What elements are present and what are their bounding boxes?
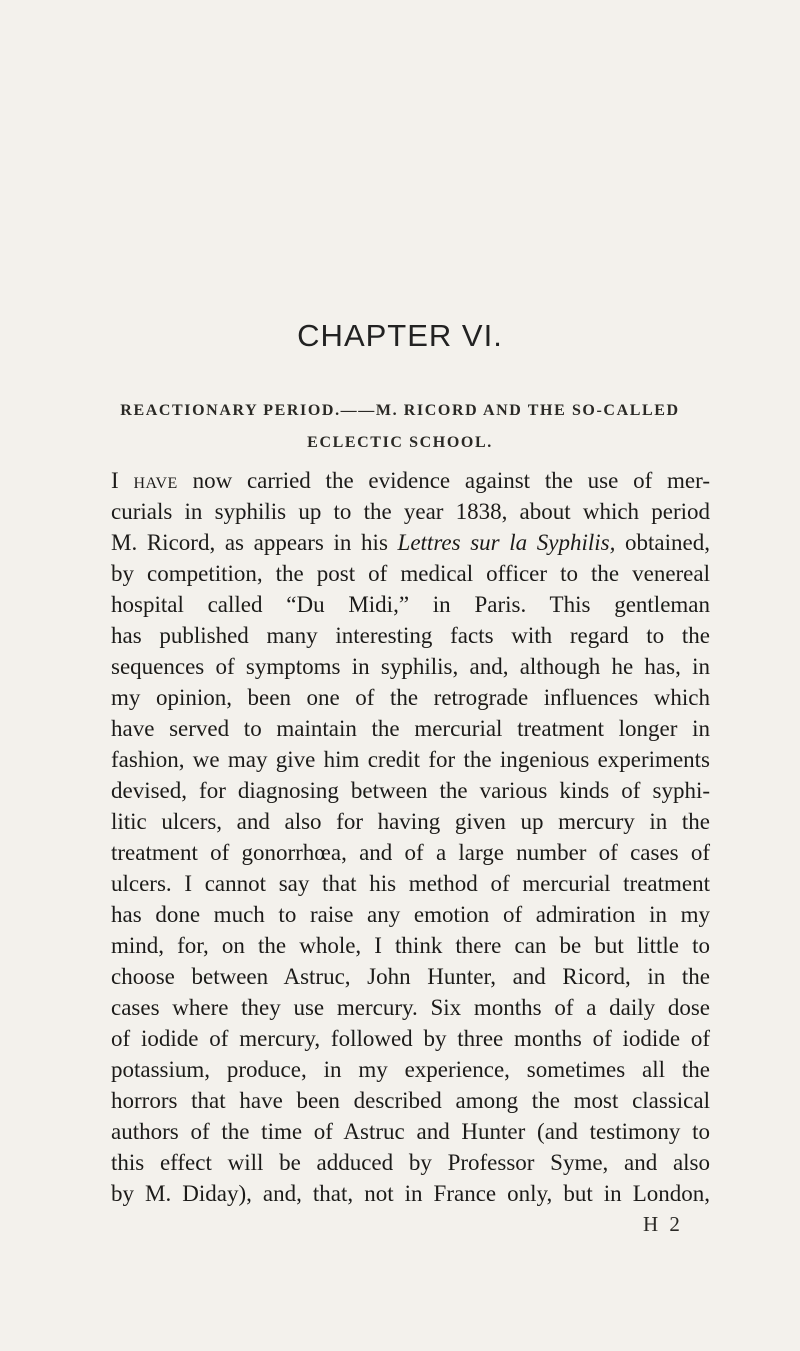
body-line: [111, 466, 710, 496]
chapter-subtitle-line-2: ECLECTIC SCHOOL.: [307, 434, 493, 451]
book-title-italic: Lettres sur la Syphilis,: [397, 530, 616, 555]
body-line: by competition, the post of medical officer to the venereal: [111, 561, 710, 586]
line-text: obtained,: [615, 530, 710, 555]
body-line: potassium, produce, in my experience, sometimes all the: [111, 1057, 710, 1082]
body-line: has done much to raise any emotion of admiration in my: [111, 902, 710, 927]
body-line: ulcers. I cannot say that his method of mercurial treatment: [111, 871, 710, 896]
body-line: treatment of gonorrhœa, and of a large number of cases of: [111, 840, 710, 865]
chapter-title: CHAPTER VI.: [297, 318, 503, 353]
body-line: horrors that have been described among the most classical: [111, 1088, 710, 1113]
body-line: choose between Astruc, John Hunter, and Ricord, in the: [111, 964, 710, 989]
body-line: have served to maintain the mercurial treatment longer in: [111, 716, 710, 741]
line-text: now carried the evidence against the use of mer-: [177, 468, 710, 493]
small-caps-word: have: [133, 468, 178, 493]
body-line: mind, for, on the whole, I think there can be but little to: [111, 933, 710, 958]
body-line: [111, 528, 710, 558]
body-line: by M. Diday), and, that, not in France only, but in London,: [111, 1181, 710, 1206]
body-line: my opinion, been one of the retrograde influences which: [111, 685, 710, 710]
body-line: fashion, we may give him credit for the ingenious experiments: [111, 747, 710, 772]
body-line: hospital called “Du Midi,” in Paris. This gentleman: [111, 592, 710, 617]
body-line: sequences of symptoms in syphilis, and, although he has, in: [111, 654, 710, 679]
body-line: litic ulcers, and also for having given up mercury in the: [111, 809, 710, 834]
body-line: curials in syphilis up to the year 1838, about which period: [111, 499, 710, 524]
line-text: M. Ricord, as appears in his: [111, 530, 398, 555]
body-line: of iodide of mercury, followed by three months of iodide of: [111, 1026, 710, 1051]
body-line: this effect will be adduced by Professor Syme, and also: [111, 1150, 710, 1175]
signature-mark: H 2: [643, 1212, 683, 1236]
body-line: devised, for diagnosing between the various kinds of syphi-: [111, 778, 710, 803]
body-line: authors of the time of Astruc and Hunter (and testimony to: [111, 1119, 710, 1144]
drop-initial: I: [111, 468, 119, 493]
body-line: has published many interesting facts with regard to the: [111, 623, 710, 648]
chapter-subtitle-line-1: REACTIONARY PERIOD.——M. RICORD AND THE SO-CALLED: [120, 402, 680, 419]
body-line: cases where they use mercury. Six months of a daily dose: [111, 995, 710, 1020]
